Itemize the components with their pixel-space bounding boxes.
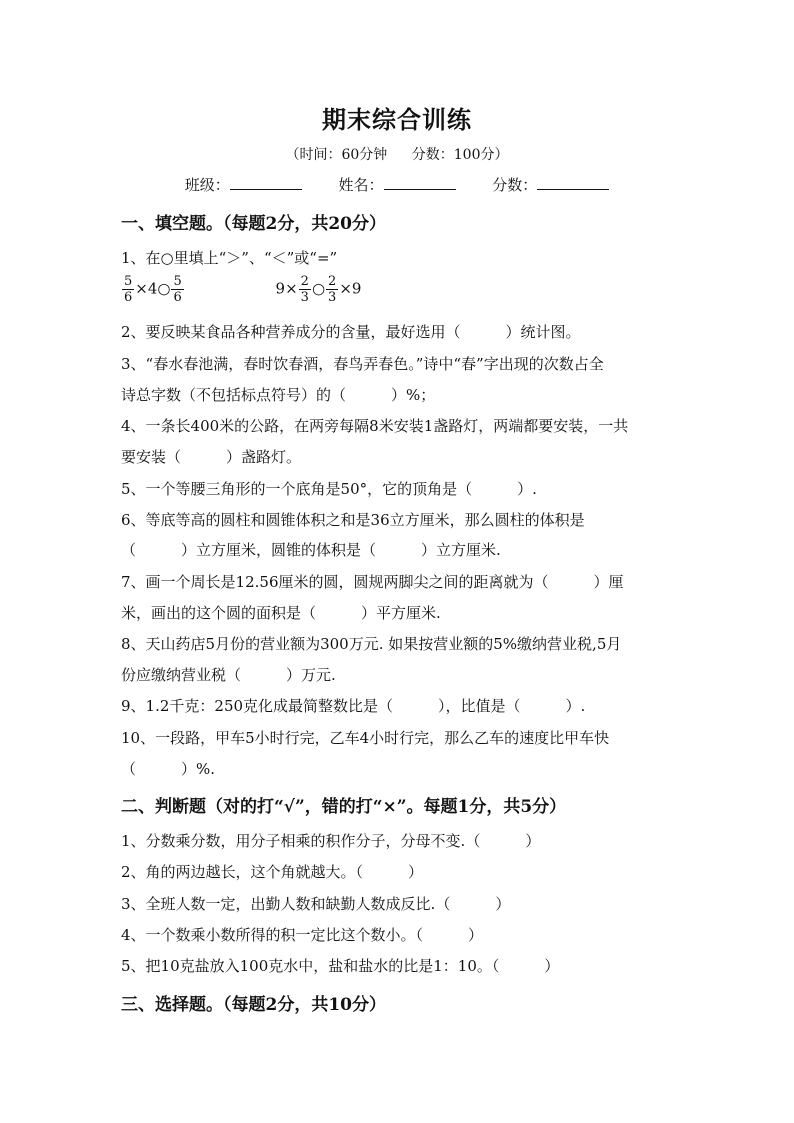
- time-limit: （时间：60分钟: [285, 147, 388, 163]
- fraction: $\frac{5}{6}$: [173, 274, 182, 305]
- class-label: 班级：: [184, 176, 230, 194]
- s1-question-7-line2: 米，画出的这个圆的面积是（ ）平方厘米.: [121, 604, 441, 622]
- total-score: 分数：100分）: [411, 147, 509, 163]
- s2-question-4: 4、一个数乘小数所得的积一定比这个数小。（ ）: [121, 926, 484, 944]
- fraction: $\frac{2}{3}$: [300, 274, 309, 305]
- score-blank[interactable]: [537, 175, 609, 190]
- s1-question-6-line1: 6、等底等高的圆柱和圆锥体积之和是36立方厘米，那么圆柱的体积是: [121, 511, 585, 529]
- s1-question-2: 2、要反映某食品各种营养成分的含量，最好选用（ ）统计图。: [121, 323, 581, 341]
- section2-heading: 二、判断题（对的打“√”，错的打“×”。每题1分，共5分）: [121, 797, 567, 817]
- expression-2: 9× $\frac{2}{3}$ ○ $\frac{2}{3}$ ×9: [275, 274, 362, 305]
- s1-question-8-line2: 份应缴纳营业税（ ）万元.: [121, 666, 336, 684]
- s2-question-3: 3、全班人数一定，出勤人数和缺勤人数成反比.（ ）: [121, 895, 511, 913]
- s1-question-7-line1: 7、画一个周长是12.56厘米的圆，圆规两脚尖之间的距离就为（ ）厘: [121, 573, 624, 591]
- fraction: $\frac{5}{6}$: [124, 274, 133, 305]
- page-title: 期末综合训练: [322, 105, 472, 134]
- name-label: 姓名：: [338, 176, 384, 194]
- s2-question-5: 5、把10克盐放入100克水中，盐和盐水的比是1：10。（ ）: [121, 957, 560, 975]
- s2-question-1: 1、分数乘分数，用分子相乘的积作分子，分母不变.（ ）: [121, 832, 541, 850]
- s1-question-8-line1: 8、天山药店5月份的营业额为300万元. 如果按营业额的5%缴纳营业税,5月: [121, 635, 622, 653]
- class-field: [185, 174, 302, 195]
- score-field: [492, 174, 609, 195]
- s1-question-4-line1: 4、一条长400米的公路，在两旁每隔8米安装1盏路灯，两端都要安装，一共: [121, 417, 629, 435]
- s1-q1-expressions: [121, 274, 361, 305]
- s1-question-10-line1: 10、一段路，甲车5小时行完，乙车4小时行完，那么乙车的速度比甲车快: [121, 729, 610, 747]
- expression-1: $\frac{5}{6}$ ×4○ $\frac{5}{6}$: [124, 274, 182, 305]
- class-blank[interactable]: [230, 175, 302, 190]
- section3-heading: 三、选择题。（每题2分，共10分）: [121, 995, 386, 1015]
- section1-heading: 一、填空题。（每题2分，共20分）: [121, 214, 386, 234]
- s1-question-3-line1: 3、“春水春池满，春时饮春酒，春鸟弄春色。”诗中“春”字出现的次数占全: [121, 355, 604, 373]
- s1-question-5: 5、一个等腰三角形的一个底角是50°，它的顶角是（ ）.: [121, 480, 537, 498]
- s1-question-1: 1、在○里填上“＞”、“＜”或“=”: [121, 249, 338, 267]
- exam-meta: [0, 144, 794, 164]
- fraction: $\frac{2}{3}$: [328, 274, 337, 305]
- score-label: 分数：: [492, 176, 538, 194]
- s1-question-3-line2: 诗总字数（不包括标点符号）的（ ）%；: [121, 386, 436, 404]
- name-field: [338, 174, 455, 195]
- s1-question-10-line2: （ ）%.: [121, 760, 216, 778]
- s1-question-6-line2: （ ）立方厘米，圆锥的体积是（ ）立方厘米.: [121, 541, 501, 559]
- s1-question-9: 9、1.2千克：250克化成最简整数比是（ ），比值是（ ）.: [121, 697, 586, 715]
- s1-question-4-line2: 要安装（ ）盏路灯。: [121, 448, 302, 466]
- s2-question-2: 2、角的两边越长，这个角就越大。（ ）: [121, 863, 424, 881]
- name-blank[interactable]: [384, 175, 456, 190]
- student-info: [0, 174, 794, 195]
